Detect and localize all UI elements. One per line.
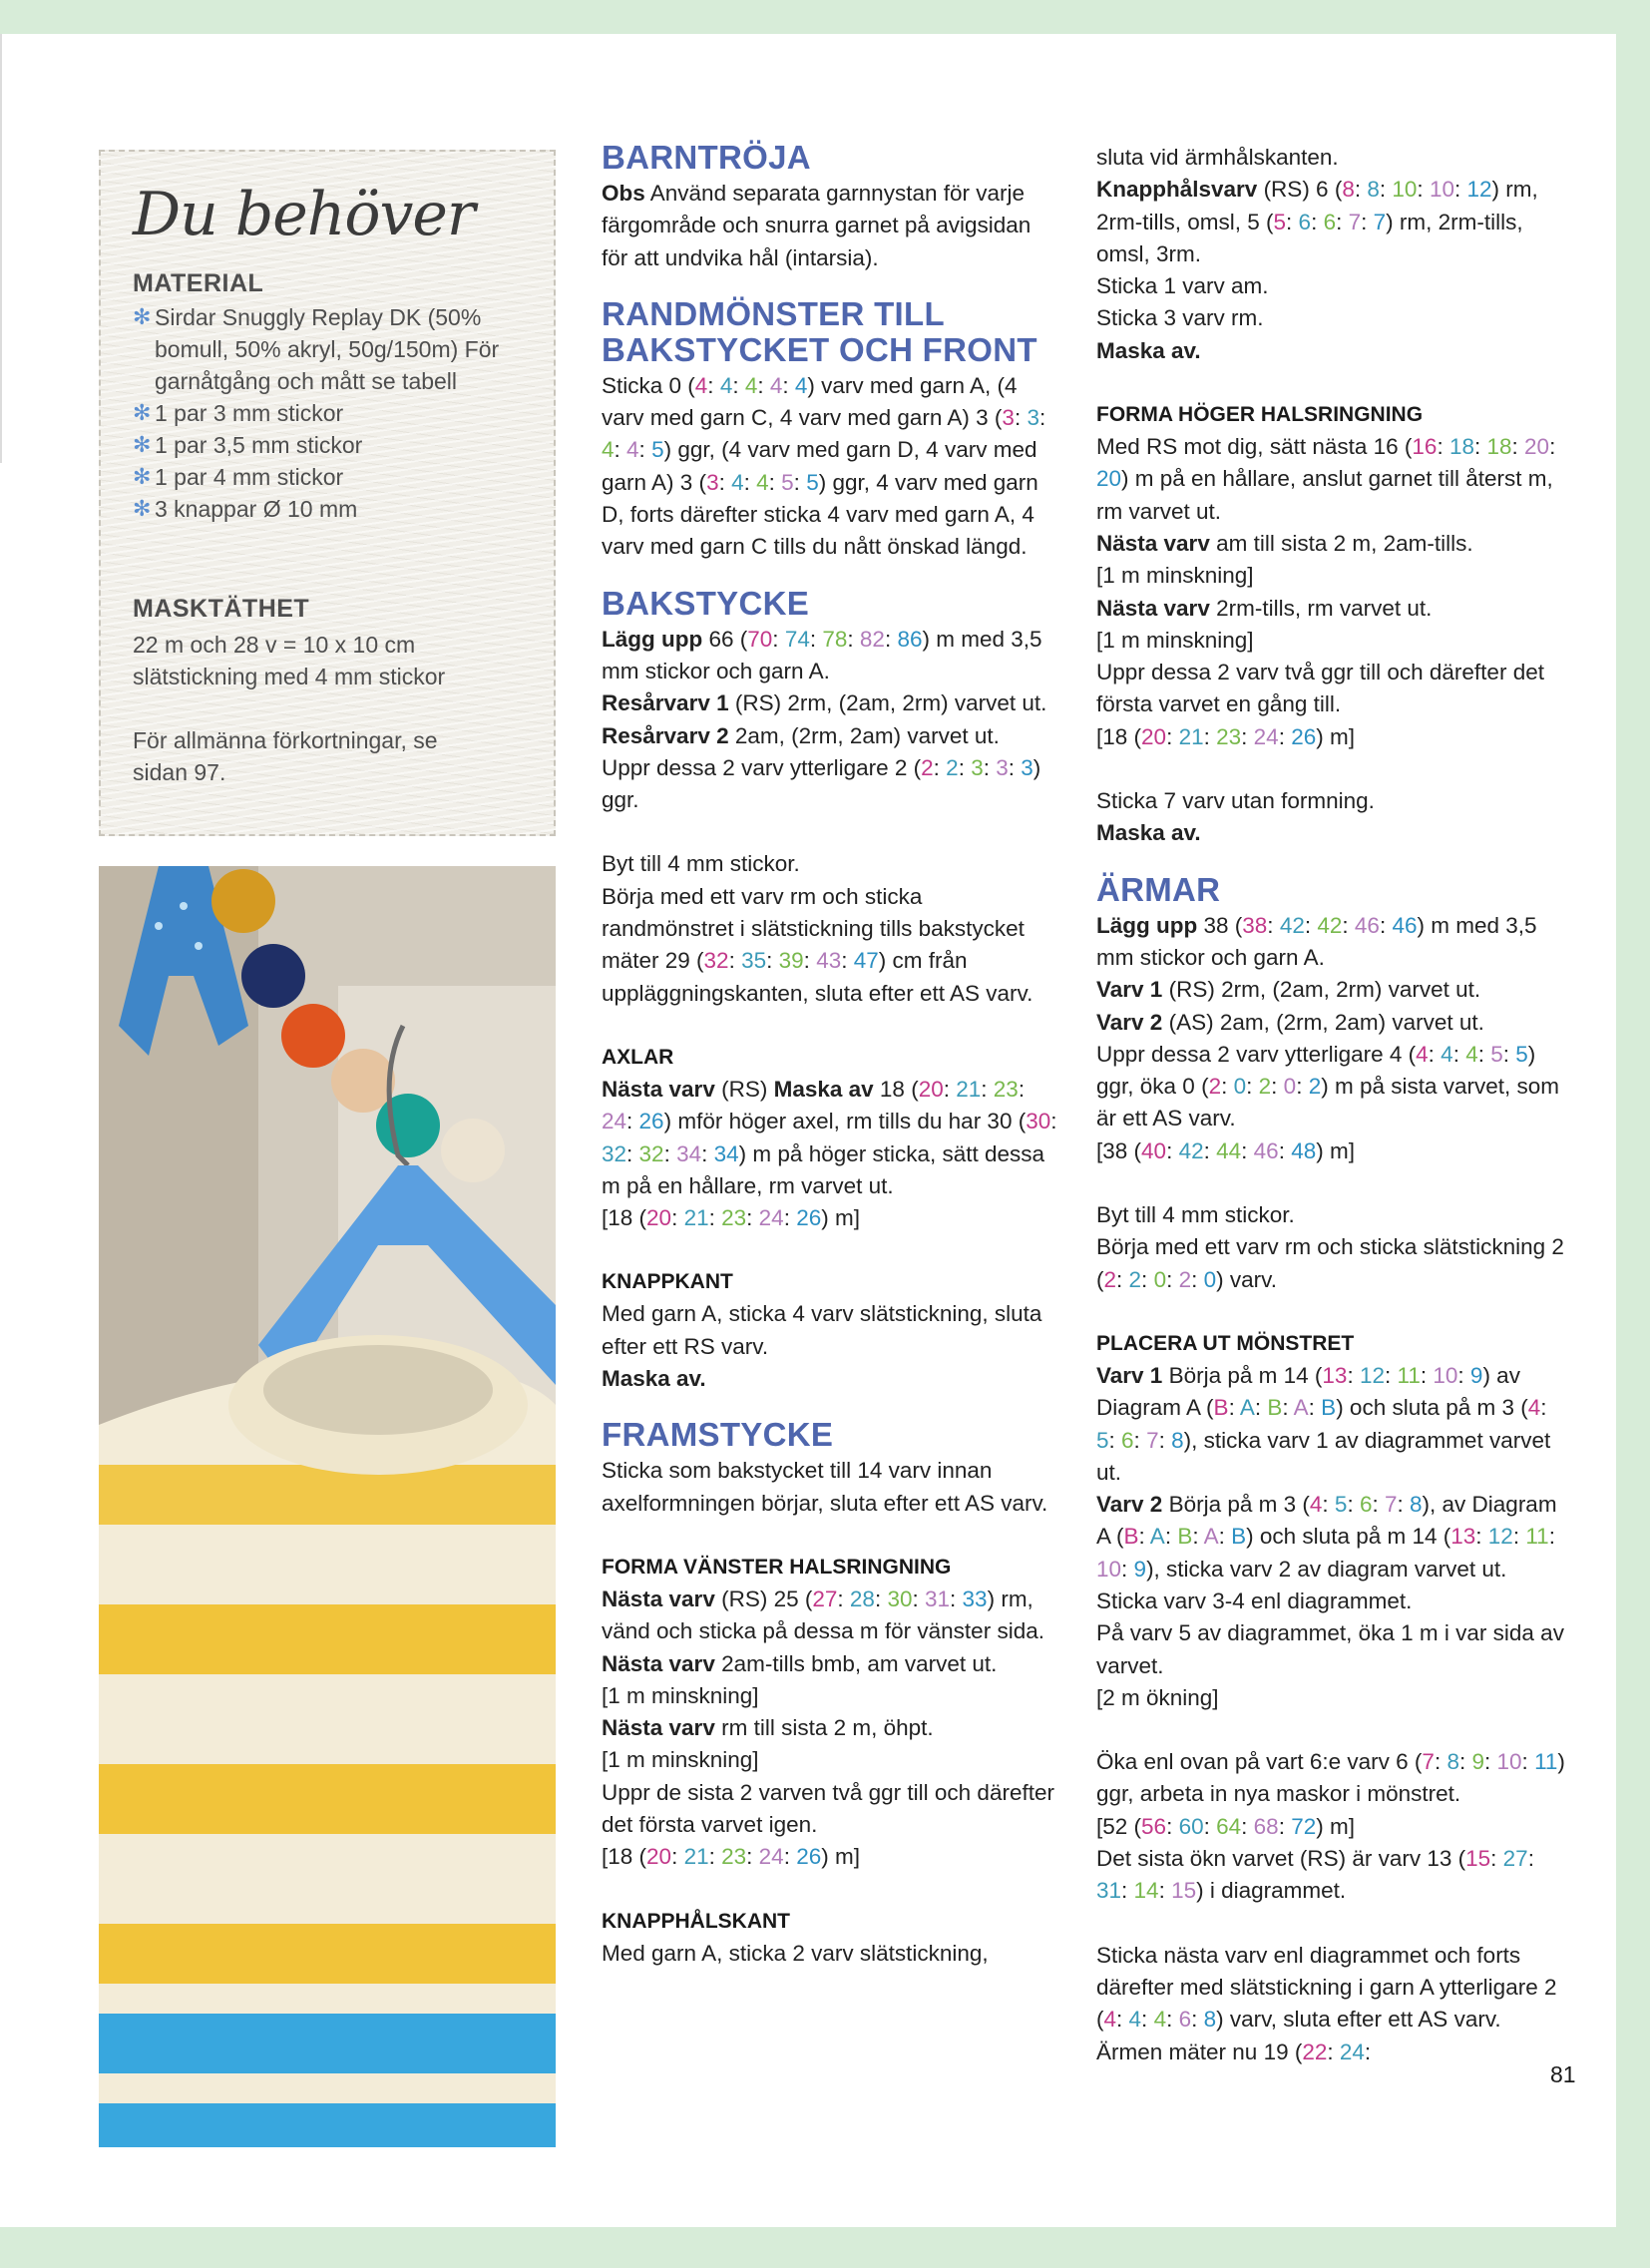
back-text-1: Lägg upp 66 (70: 74: 78: 82: 86) m med 3,5 mm stickor och garn A.: [602, 626, 1042, 683]
material-item: ✻ 1 par 3,5 mm stickor: [133, 429, 532, 461]
front-text: Sticka som bakstycket till 14 varv innan axelformningen börjar, sluta efter ett AS varv.: [602, 1458, 1048, 1516]
material-item: ✻ 1 par 4 mm stickor: [133, 461, 532, 493]
sweater-on-hanger-icon: [99, 866, 556, 2147]
page-number: 81: [1550, 2061, 1576, 2087]
left-neck-heading: FORMA VÄNSTER HALSRINGNING: [602, 1555, 952, 1579]
box-title: Du behöver: [133, 180, 475, 249]
asterisk-bullet-icon: ✻: [133, 432, 152, 457]
stripe-text: Sticka 0 (4: 4: 4: 4: 4) varv med garn A, (4 varv med garn C, 4 varv med garn A) 3 (3: 3: 4: 4: 5) ggr, (4 varv med garn D, 4 varv med garn A) 3 (3: 4: 4: 5: 5) ggr, 4 varv med garn D, forts därefter sticka 4 varv med garn A, 4 varv med garn C tills du nått önskad längd.: [602, 372, 1046, 560]
place-pattern-heading: PLACERA UT MÖNSTRET: [1096, 1331, 1355, 1355]
materials-box: [99, 150, 556, 836]
material-heading: MATERIAL: [133, 269, 264, 297]
asterisk-bullet-icon: ✻: [133, 400, 152, 425]
buttonhole-band-heading: KNAPPHÅLSKANT: [602, 1909, 790, 1933]
material-item: ✻ Sirdar Snuggly Replay DK (50% bomull, 50% akryl, 50g/150m) För garnåtgång och mått se tabell: [133, 301, 532, 397]
spine-edge: [0, 34, 2, 463]
gauge-text: 22 m och 28 v = 10 x 10 cm slätstickning med 4 mm stickor: [133, 632, 446, 689]
buttonhole-band-text: Med garn A, sticka 2 varv slätstickning,: [602, 1940, 989, 1966]
material-item: ✻ 1 par 3 mm stickor: [133, 397, 532, 429]
column-2: sluta vid ärmhålskanten. Knapphålsvarv (RS) 6 (8: 8: 10: 10: 12) rm, 2rm-tills, omsl, 5 (5: 6: 6: 7: 7) rm, 2rm-tills, omsl, 3rm. Sticka 1 varv am. Sticka 3 varv rm. Maska av. FORMA HÖGER HALSRINGNING Med RS mot dig, sätt nästa 16 (16: 18: 18: 20: 20) m på en hållare, anslut garnet till återst m, rm varvet ut. Nästa varv am till sista 2 m, 2am-tills. [1 m minskning] Nästa varv 2rm-tills, rm varvet ut. [1 m minskning] Uppr dessa 2 varv två ggr till och därefter det första varvet en gång till. [18 (20: 21: 23: 24: 26) m] Sticka 7 varv utan formning. Maska av. ÄRMAR Lägg upp 38 (38: 42: 42: 46: 46) m med 3,5 mm stickor och garn A. Varv 1 (RS) 2rm, (2am, 2rm) varvet ut. Varv 2 (AS) 2am, (2rm, 2am) varvet ut. Uppr dessa 2 varv ytterligare 4 (4: 4: 4: 5: 5) ggr, öka 0 (2: 0: 2: 0: 2) m på sista varvet, som är ett AS varv. [38 (40: 42: 44: 46: 48) m] Byt till 4 mm stickor. Börja med ett varv rm och sticka slätstickning 2 (2: 2: 0: 2: 0) varv. PLACERA UT MÖNSTRET Varv 1 Börja på m 14 (13: 12: 11: 10: 9) av Diagram A (B: A: B: A: B) och sluta på m 3 (4: 5: 6: 7: 8), sticka varv 1 av diagrammet varvet ut. Varv 2 Börja på m 3 (4: 5: 6: 7: 8), av Diagram A (B: A: B: A: B) och sluta på m 14 (13: 12: 11: 10: 9), sticka varv 2 av diagram varvet ut. Sticka varv 3-4 enl diagrammet. På varv 5 av diagrammet, öka 1 m i var sida av varvet. [2 m ökning] Öka enl ovan på vart 6:e varv 6 (7: 8: 9: 10: 11) ggr, arbeta in nya maskor i mönstret. [52 (56: 60: 64: 68: 72) m] Det sista ökn varvet (RS) är varv 13 (15: 27: 31: 14: 15) i diagrammet. Sticka nästa varv enl diagrammet och forts därefter med slätstickning i garn A ytterligare 2 (4: 4: 4: 6: 8) varv, sluta efter ett AS varv. Ärmen mäter nu 19 (22: 24:: [1096, 145, 1565, 2064]
material-item: ✻ 3 knappar Ø 10 mm: [133, 493, 532, 525]
back-heading: BAKSTYCKE: [602, 584, 810, 622]
sleeves-heading: ÄRMAR: [1096, 870, 1221, 908]
abbrev-text: För allmänna förkortningar, se sidan 97.: [133, 727, 438, 785]
pattern-title: BARNTRÖJA: [602, 139, 811, 176]
front-heading: FRAMSTYCKE: [602, 1416, 834, 1454]
sweater-photo: [99, 866, 556, 2147]
shoulders-heading: AXLAR: [602, 1045, 674, 1069]
column-1: BARNTRÖJA Obs Använd separata garnnystan för varje färgområde och snurra garnet på avigsidan för att undvika hål (intarsia). RANDMÖNSTER TILL BAKSTYCKET OCH FRONT Sticka 0 (4: 4: 4: 4: 4) varv med garn A, (4 varv med garn C, 4 varv med garn A) 3 (3: 3: 4: 4: 5) ggr, (4 varv med garn D, 4 varv med garn A) 3 (3: 4: 4: 5: 5) ggr, 4 varv med garn D, forts därefter sticka 4 varv med garn A, 4 varv med garn C tills du nått önskad längd. BAKSTYCKE Lägg upp 66 (70: 74: 78: 82: 86) m med 3,5 mm stickor och garn A. Resårvarv 1 (RS) 2rm, (2am, 2rm) varvet ut. Resårvarv 2 2am, (2rm, 2am) varvet ut. Uppr dessa 2 varv ytterligare 2 (2: 2: 3: 3: 3) ggr. Byt till 4 mm stickor. Börja med ett varv rm och sticka randmönstret i slätstickning tills bakstycket mäter 29 (32: 35: 39: 43: 47) cm från uppläggningskanten, sluta efter ett AS varv. AXLAR Nästa varv (RS) Maska av 18 (20: 21: 23: 24: 26) mför höger axel, rm tills du har 30 (30: 32: 32: 34: 34) m på höger sticka, sätt dessa m på en hållare, rm varvet ut. [18 (20: 21: 23: 24: 26) m] KNAPPKANT Med garn A, sticka 4 varv slätstickning, sluta efter ett RS varv. Maska av. FRAMSTYCKE Sticka som bakstycket till 14 varv innan axelformningen börjar, sluta efter ett AS varv. FORMA VÄNSTER HALSRINGNING Nästa varv (RS) 25 (27: 28: 30: 31: 33) rm, vänd och sticka på dessa m för vänster sida. Nästa varv 2am-tills bmb, am varvet ut. [1 m minskning] Nästa varv rm till sista 2 m, öhpt. [1 m minskning] Uppr de sista 2 varven två ggr till och därefter det första varvet igen. [18 (20: 21: 23: 24: 26) m] KNAPPHÅLSKANT Med garn A, sticka 2 varv slätstickning,: [602, 140, 1060, 1970]
stripe-heading: RANDMÖNSTER TILL BAKSTYCKET OCH FRONT: [602, 294, 1037, 368]
asterisk-bullet-icon: ✻: [133, 304, 152, 329]
obs-note: Obs Använd separata garnnystan för varje färgområde och snurra garnet på avigsidan för att undvika hål (intarsia).: [602, 181, 1031, 270]
gauge-heading: MASKTÄTHET: [133, 595, 310, 623]
button-band-heading: KNAPPKANT: [602, 1270, 733, 1294]
asterisk-bullet-icon: ✻: [133, 464, 152, 489]
material-list: [133, 301, 532, 525]
button-band-text: Med garn A, sticka 4 varv slätstickning, sluta efter ett RS varv.: [602, 1301, 1042, 1359]
right-neck-heading: FORMA HÖGER HALSRINGNING: [1096, 403, 1424, 427]
asterisk-bullet-icon: ✻: [133, 496, 152, 521]
